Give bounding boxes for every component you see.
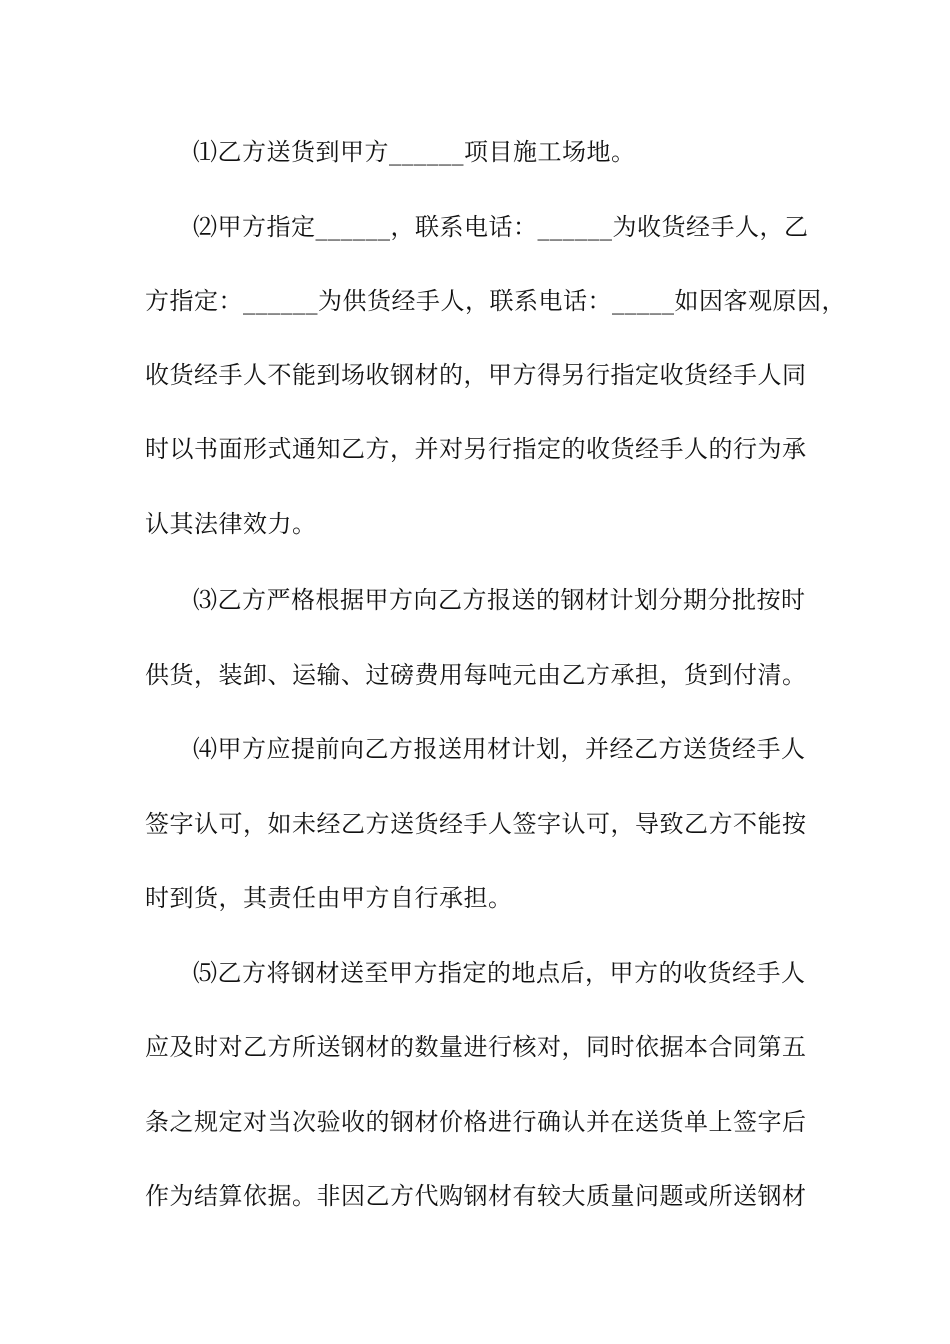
paragraph-2-line-1: ⑵甲方指定______，联系电话：______为收货经手人，乙 [193, 213, 809, 241]
paragraph-2-line-2: 方指定：______为供货经手人，联系电话：_____如因客观原因， [145, 287, 846, 315]
paragraph-5-line-3: 条之规定对当次验收的钢材价格进行确认并在送货单上签字后 [145, 1108, 807, 1136]
paragraph-5-line-4: 作为结算依据。非因乙方代购钢材有较大质量问题或所送钢材 [145, 1182, 807, 1210]
paragraph-3-line-2: 供货，装卸、运输、过磅费用每吨元由乙方承担，货到付清。 [145, 661, 807, 689]
paragraph-4-line-2: 签字认可，如未经乙方送货经手人签字认可，导致乙方不能按 [145, 810, 807, 838]
paragraph-1-line-1: ⑴乙方送货到甲方______项目施工场地。 [193, 138, 636, 166]
paragraph-3-line-1: ⑶乙方严格根据甲方向乙方报送的钢材计划分期分批按时 [193, 586, 806, 614]
paragraph-5-line-2: 应及时对乙方所送钢材的数量进行核对，同时依据本合同第五 [145, 1033, 807, 1061]
paragraph-4-line-1: ⑷甲方应提前向乙方报送用材计划，并经乙方送货经手人 [193, 735, 806, 763]
paragraph-4-line-3: 时到货，其责任由甲方自行承担。 [145, 884, 513, 912]
paragraph-5-line-1: ⑸乙方将钢材送至甲方指定的地点后，甲方的收货经手人 [193, 959, 806, 987]
paragraph-2-line-4: 时以书面形式通知乙方，并对另行指定的收货经手人的行为承 [145, 435, 807, 463]
paragraph-2-line-3: 收货经手人不能到场收钢材的，甲方得另行指定收货经手人同 [145, 361, 807, 389]
paragraph-2-line-5: 认其法律效力。 [145, 510, 317, 538]
